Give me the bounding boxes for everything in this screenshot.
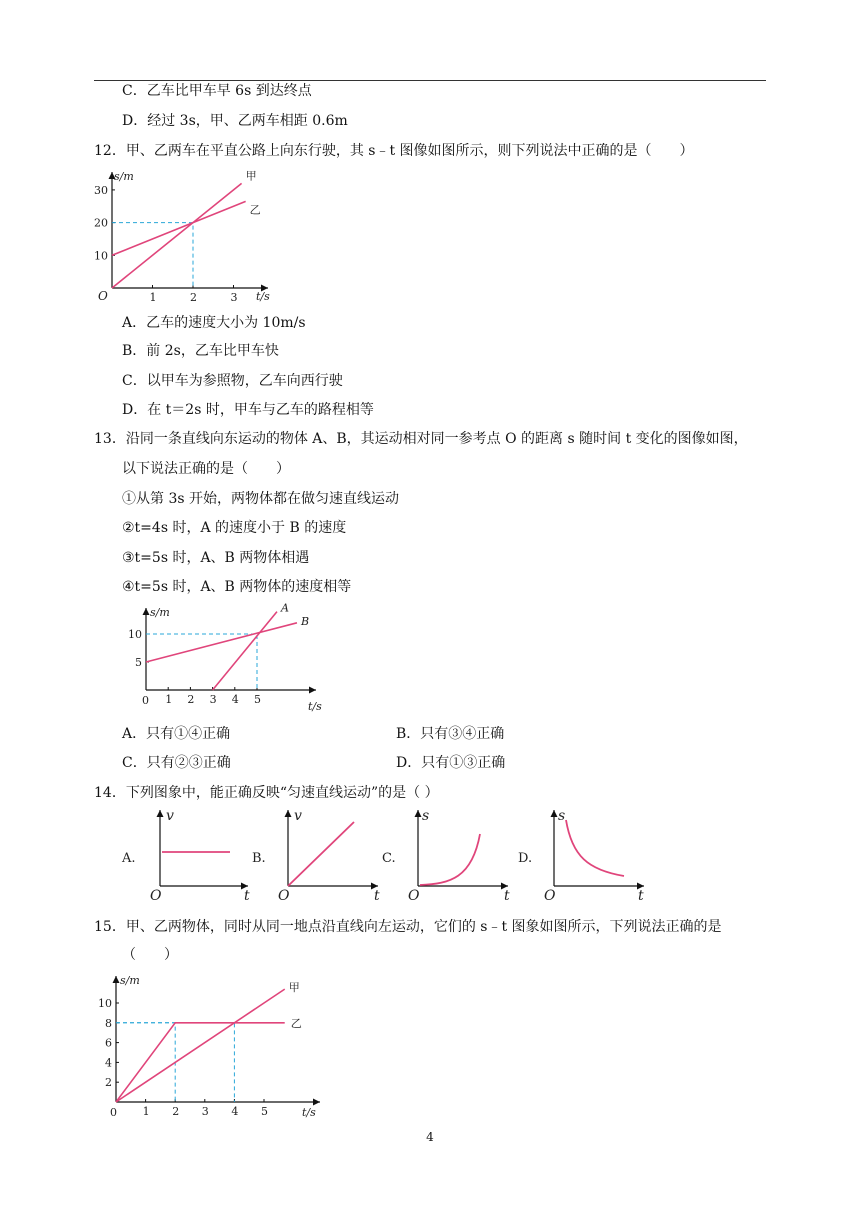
- curve-proportional: [288, 822, 354, 886]
- series-label-a: A: [280, 601, 289, 615]
- choice-label: C.: [382, 851, 396, 866]
- x-tick-label: 3: [201, 1105, 209, 1118]
- series-label-jia: 甲: [288, 981, 300, 995]
- q13-option-c: C．只有②③正确: [122, 755, 231, 771]
- y-axis-label: s/m: [150, 606, 170, 619]
- q14-graph-b: [250, 806, 390, 902]
- series-label-yi: 乙: [290, 1016, 302, 1030]
- q13-option-b: B．只有③④正确: [396, 726, 505, 742]
- q14-graph-c: [380, 806, 520, 902]
- y-axis-label: s/m: [114, 170, 134, 183]
- q13-stem-line2: 以下说法正确的是（ ）: [122, 461, 290, 477]
- y-tick-label: 8: [105, 1016, 112, 1030]
- choice-label: D.: [518, 851, 533, 866]
- q13-statement-1: ①从第 3s 开始，两物体都在做匀速直线运动: [122, 491, 399, 507]
- x-axis-label: t: [504, 888, 510, 904]
- q14-graph-a: [120, 806, 260, 902]
- x-tick-label: 1: [165, 693, 173, 706]
- choice-label: A.: [122, 851, 136, 866]
- origin-label: O: [278, 888, 290, 904]
- q12-st-graph: [96, 168, 286, 304]
- y-tick-label: 10: [128, 628, 142, 641]
- origin-label: O: [98, 289, 108, 303]
- origin-label: 0: [110, 1106, 117, 1119]
- q12-option-b: B．前 2s，乙车比甲车快: [122, 343, 279, 359]
- q14-stem: 14．下列图象中，能正确反映“匀速直线运动”的是（ ）: [94, 785, 439, 801]
- q12-stem: 12．甲、乙两车在平直公路上向东行驶，其 s﹣t 图像如图所示，则下列说法中正确的是（ ）: [94, 143, 694, 159]
- series-line-1: [146, 623, 297, 662]
- series-line-0: [112, 183, 242, 288]
- x-axis-label: t/s: [256, 290, 270, 303]
- q15-stem-line2: （ ）: [122, 947, 178, 963]
- series-line-1: [116, 1023, 285, 1102]
- q12-option-d: D．在 t＝2s 时，甲车与乙车的路程相等: [122, 402, 374, 418]
- q12-option-c: C．以甲车为参照物，乙车向西行驶: [122, 373, 343, 389]
- guide-dashed-line: [146, 634, 257, 690]
- q14-graph-d: [516, 806, 656, 902]
- q13-statement-2: ②t=4s 时，A 的速度小于 B 的速度: [122, 520, 347, 536]
- series-label-b: B: [300, 614, 310, 628]
- q13-statement-3: ③t=5s 时，A、B 两物体相遇: [122, 550, 310, 566]
- q11-option-d: D．经过 3s，甲、乙两车相距 0.6m: [122, 113, 348, 129]
- q13-st-graph: [128, 601, 330, 716]
- choice-label: B.: [252, 851, 266, 866]
- x-tick-label: 2: [190, 291, 197, 304]
- series-label-yi: 乙: [249, 203, 261, 217]
- q12-option-a: A．乙车的速度大小为 10m/s: [122, 315, 306, 331]
- x-tick-label: 4: [231, 1105, 239, 1118]
- origin-label: O: [408, 888, 420, 904]
- y-tick-label: 20: [94, 216, 108, 230]
- y-tick-label: 10: [98, 997, 112, 1010]
- x-tick-label: 3: [209, 693, 217, 706]
- x-axis-label: t/s: [302, 1106, 316, 1119]
- curve-increasing: [420, 834, 480, 885]
- x-tick-label: 2: [172, 1105, 180, 1118]
- y-axis-label: s: [558, 808, 566, 824]
- series-line-0: [116, 989, 285, 1102]
- q13-option-d: D．只有①③正确: [396, 755, 506, 771]
- x-axis-label: t/s: [308, 700, 322, 713]
- series-label-jia: 甲: [245, 169, 257, 183]
- page-number: 4: [426, 1130, 434, 1144]
- x-tick-label: 3: [230, 291, 238, 304]
- q13-statement-4: ④t=5s 时，A、B 两物体的速度相等: [122, 579, 352, 595]
- y-tick-label: 5: [135, 656, 142, 669]
- origin-label: O: [544, 888, 556, 904]
- x-axis-label: t: [638, 888, 644, 904]
- y-axis-label: s/m: [120, 974, 140, 987]
- x-axis-label: t: [374, 888, 380, 904]
- x-tick-label: 4: [231, 693, 239, 706]
- x-tick-label: 1: [149, 291, 157, 304]
- y-axis-label: s: [422, 808, 430, 824]
- origin-label: 0: [142, 694, 149, 707]
- y-axis-label: v: [166, 808, 174, 824]
- y-tick-label: 4: [105, 1056, 112, 1070]
- q13-option-a: A．只有①④正确: [122, 726, 231, 742]
- q11-option-c: C．乙车比甲车早 6s 到达终点: [122, 83, 312, 99]
- y-tick-label: 30: [94, 183, 108, 197]
- series-line-0: [213, 612, 277, 690]
- series-line-1: [112, 201, 246, 255]
- header-rule: [94, 80, 766, 81]
- x-tick-label: 5: [261, 1105, 268, 1118]
- x-tick-label: 1: [142, 1105, 150, 1118]
- origin-label: O: [150, 888, 162, 904]
- x-tick-label: 5: [254, 693, 261, 706]
- x-axis-label: t: [244, 888, 250, 904]
- y-tick-label: 2: [105, 1076, 112, 1090]
- q13-stem-line1: 13．沿同一条直线向东运动的物体 A、B，其运动相对同一参考点 O 的距离 s 随时间 t 变化的图像如图，: [94, 431, 748, 447]
- y-axis-label: v: [294, 808, 302, 824]
- y-tick-label: 10: [94, 249, 108, 263]
- q15-st-graph: [98, 972, 328, 1120]
- curve-decreasing: [566, 820, 624, 876]
- q15-stem-line1: 15．甲、乙两物体，同时从同一地点沿直线向左运动，它们的 s﹣t 图象如图所示，下列说法正确的是: [94, 919, 722, 935]
- x-tick-label: 2: [187, 693, 195, 706]
- y-tick-label: 6: [105, 1036, 112, 1050]
